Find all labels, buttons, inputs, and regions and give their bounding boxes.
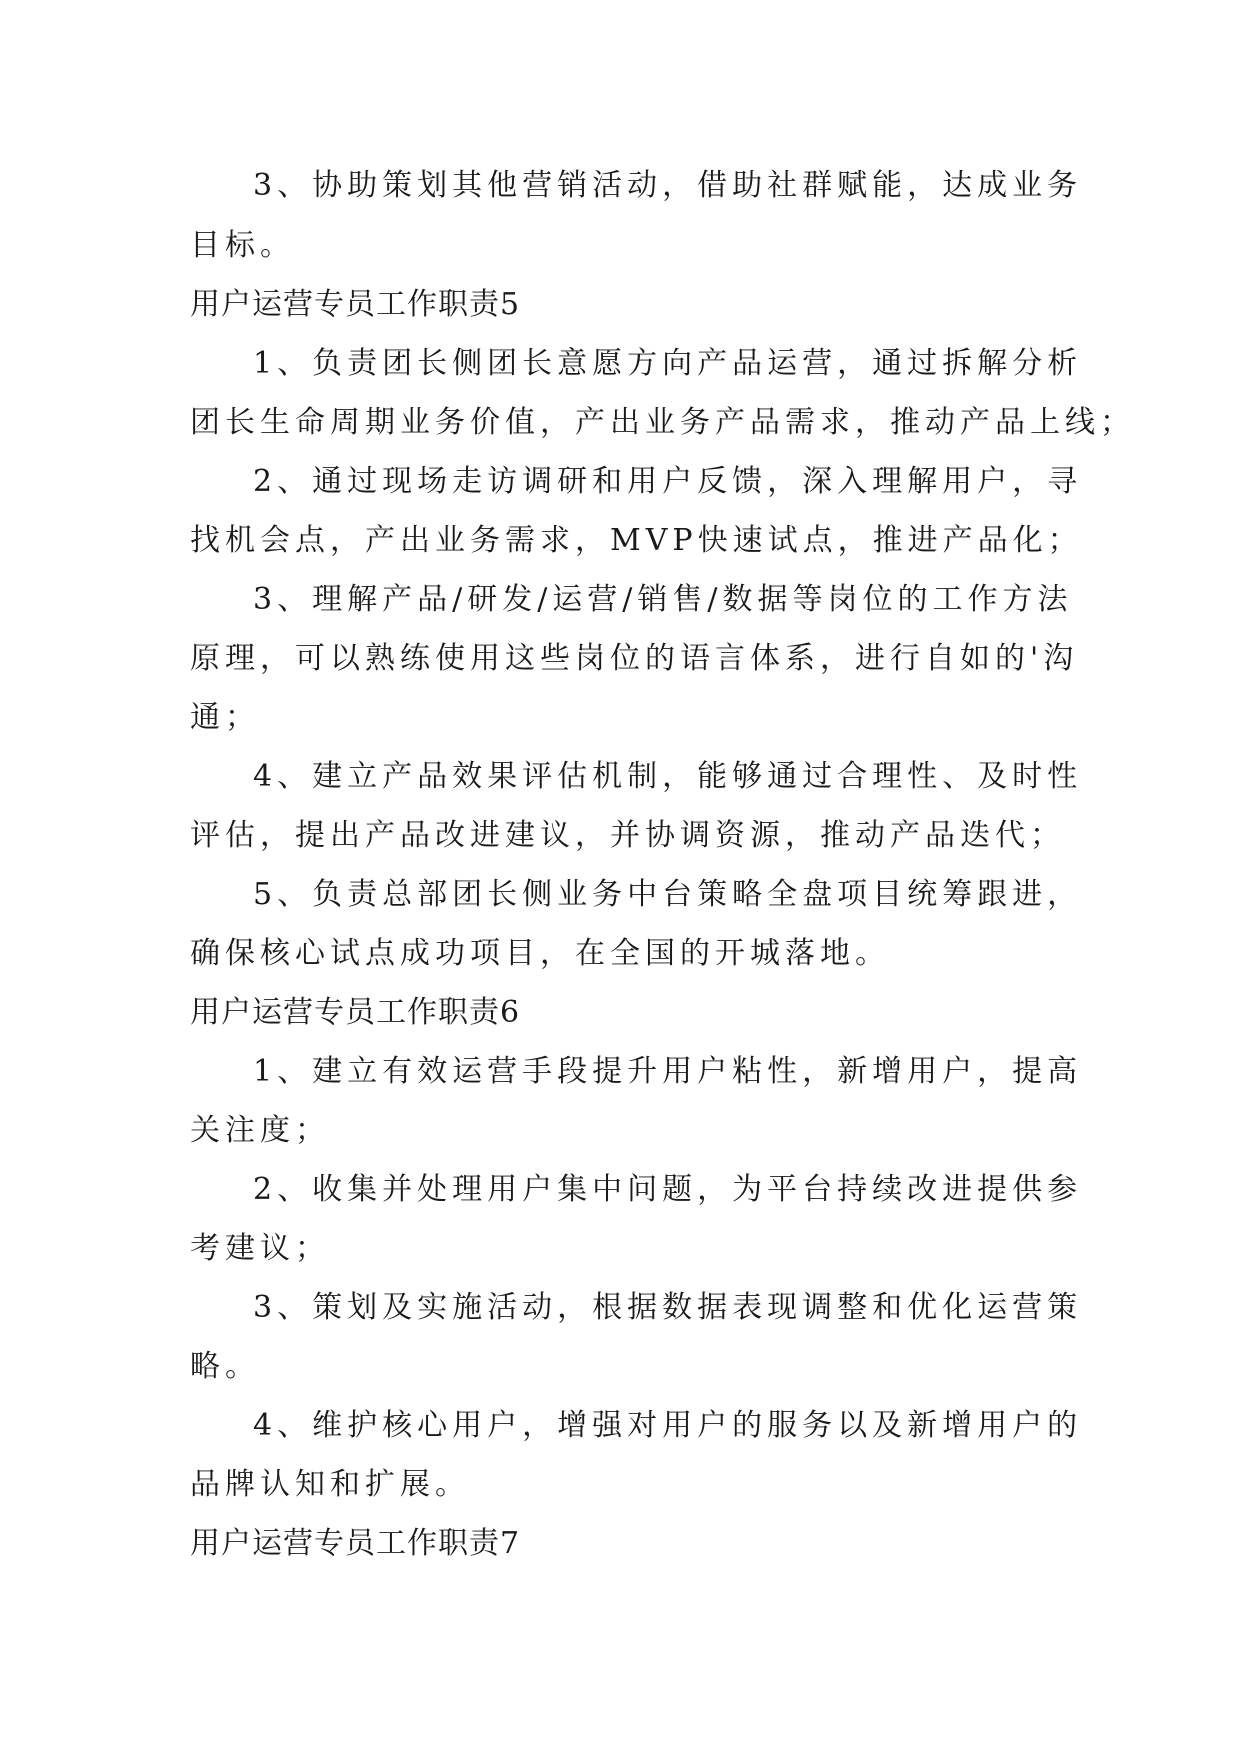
paragraph-line: 考建议； [190,1231,330,1266]
paragraph-line: 2、通过现场走访调研和用户反馈，深入理解用户，寻 [253,464,1083,499]
paragraph-line: 找机会点，产出业务需求，MVP快速试点，推进产品化； [190,523,1083,558]
paragraph-line: 原理，可以熟练使用这些岗位的语言体系，进行自如的'沟 [190,641,1079,676]
paragraph-line: 关注度； [190,1113,330,1148]
paragraph-line: 4、维护核心用户，增强对用户的服务以及新增用户的 [253,1408,1083,1443]
paragraph-line: 通； [190,700,260,735]
section-heading: 用户运营专员工作职责5 [190,287,521,322]
paragraph-line: 略。 [190,1349,260,1384]
paragraph-line: 2、收集并处理用户集中问题，为平台持续改进提供参 [253,1172,1083,1207]
paragraph-line: 团长生命周期业务价值，产出业务产品需求，推动产品上线； [190,405,1135,440]
paragraph-line: 3、理解产品/研发/运营/销售/数据等岗位的工作方法 [253,582,1073,617]
paragraph-line: 品牌认知和扩展。 [190,1467,470,1502]
paragraph-line: 1、负责团长侧团长意愿方向产品运营，通过拆解分析 [253,346,1083,381]
paragraph-line: 3、策划及实施活动，根据数据表现调整和优化运营策 [253,1290,1083,1325]
paragraph-line: 评估，提出产品改进建议，并协调资源，推动产品迭代； [190,818,1065,853]
paragraph-line: 确保核心试点成功项目，在全国的开城落地。 [190,936,890,971]
paragraph-line: 目标。 [190,228,295,263]
section-heading: 用户运营专员工作职责7 [190,1526,521,1561]
paragraph-line: 4、建立产品效果评估机制，能够通过合理性、及时性 [253,759,1083,794]
paragraph-line: 5、负责总部团长侧业务中台策略全盘项目统筹跟进， [253,877,1083,912]
paragraph-line: 1、建立有效运营手段提升用户粘性，新增用户，提高 [253,1054,1083,1089]
paragraph-line: 3、协助策划其他营销活动，借助社群赋能，达成业务 [253,168,1083,203]
section-heading: 用户运营专员工作职责6 [190,995,521,1030]
